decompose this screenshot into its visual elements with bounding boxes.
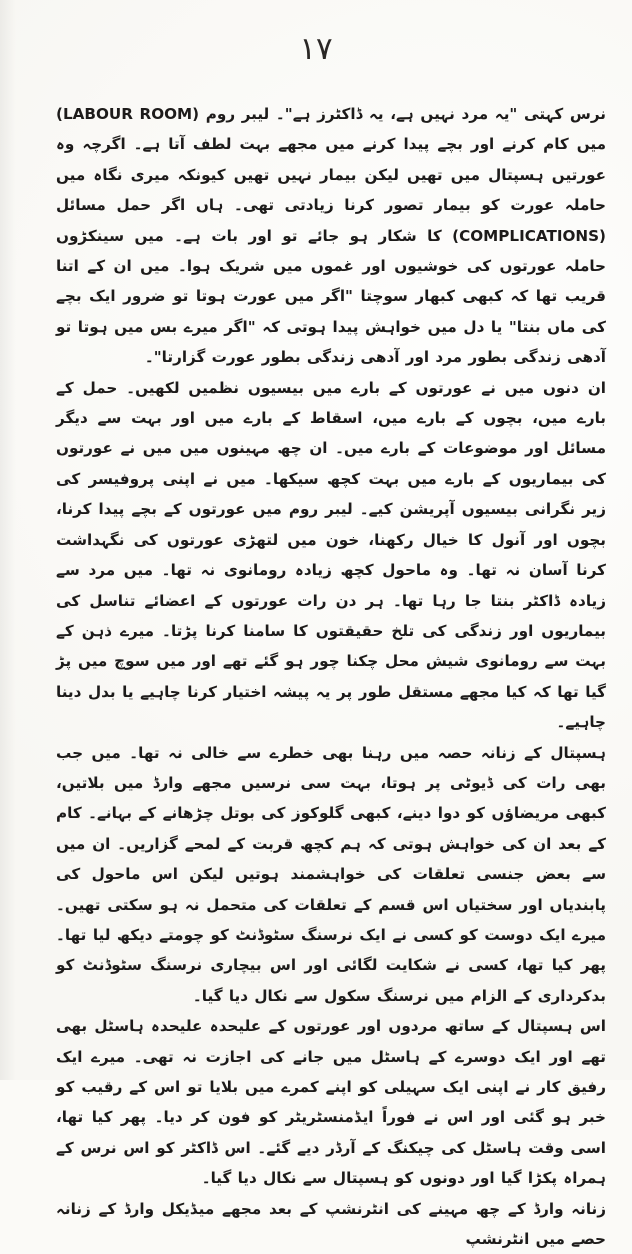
paragraph-2: ان دنوں میں نے عورتوں کے بارے میں بیسیوں نظمیں لکھیں۔ حمل کے بارے میں، بچوں کے بارے میں، اسقاط کے بارے میں اور بہت سے دیگر مسائل اور موضوعات کے بارے میں۔ ان چھ مہینوں میں میں نے عورتوں کی بیماریوں کے بارے میں بہت کچھ سیکھا۔ میں نے اپنی پروفیسر کی زیر نگرانی بیسیوں آپریشن کیے۔ لیبر روم میں عورتوں کے بچے پیدا کرنا، بچوں اور آنول کا خیال رکھنا، خون میں لتھڑی عورتوں کی نگہداشت کرنا آسان نہ تھا۔ وہ ماحول کچھ زیادہ رومانوی نہ تھا۔ میں مرد سے زیادہ ڈاکٹر بنتا جا رہا تھا۔ ہر دن رات عورتوں کے اعضائے تناسل کی بیماریوں اور زندگی کی تلخ حقیقتوں کا سامنا کرنا پڑتا۔ میرے ذہن کے بہت سے رومانوی شیش محل چکنا چور ہو گئے تھے اور میں سوچ میں پڑ گیا تھا کہ کیا مجھے مستقل طور پر یہ پیشہ اختیار کرنا چاہیے یا بدل دینا چاہیے۔: [56, 378, 606, 732]
paragraph-1: نرس کہتی "یہ مرد نہیں ہے، یہ ڈاکٹرز ہے"۔ لیبر روم (LABOUR ROOM) میں کام کرنے اور بچے پیدا کرنے میں مجھے بہت لطف آتا ہے۔ اگرچہ وہ عورتیں ہسپتال میں تھیں لیکن بیمار نہیں تھیں کیونکہ میری نگاہ میں حاملہ عورت کو بیمار تصور کرنا زیادتی تھی۔ ہاں اگر حمل مسائل (COMPLICATIONS) کا شکار ہو جائے تو اور بات ہے۔ میں سینکڑوں حاملہ عورتوں کی خوشیوں اور غموں میں شریک ہوا۔ میں ان کے اتنا قریب تھا کہ کبھی کبھار سوچتا "اگر میں عورت ہوتا تو ضرور ایک بچے کی ماں بنتا" یا دل میں خواہش پیدا ہوتی کہ "اگر میرے بس میں ہوتا تو آدھی زندگی بطور مرد اور آدھی زندگی بطور عورت گزارتا"۔: [56, 105, 606, 367]
page-number: ۱۷: [299, 31, 333, 67]
paragraph-4: اس ہسپتال کے ساتھ مردوں اور عورتوں کے علیحدہ علیحدہ ہاسٹل بھی تھے اور ایک دوسرے کے ہاسٹل میں جانے کی اجازت نہ تھی۔ میرے ایک رفیق کار نے اپنی ایک سہیلی کو اپنے کمرے میں بلایا تو اس کے رقیب کو خبر ہو گئی اور اس نے فوراً ایڈمنسٹریٹر کو فون کر دیا۔ پھر کیا تھا، اسی وقت ہاسٹل کی چیکنگ کے آرڈر دیے گئے۔ اس ڈاکٹر کو اس نرس کے ہمراہ پکڑا گیا اور دونوں کو ہسپتال سے نکال دیا گیا۔: [56, 1017, 606, 1188]
paragraph-5: زنانہ وارڈ کے چھ مہینے کی انٹرنشپ کے بعد مجھے میڈیکل وارڈ کے زنانہ حصے میں انٹرنشپ: [56, 1199, 606, 1249]
page-body: [56, 99, 606, 1249]
paragraph-3: ہسپتال کے زنانہ حصہ میں رہنا بھی خطرے سے خالی نہ تھا۔ میں جب بھی رات کی ڈیوٹی پر ہوتا، بہت سی نرسیں مجھے وارڈ میں بلاتیں، کبھی مریضاؤں کو دوا دینے، کبھی گلوکوز کی بوتل چڑھانے کے بہانے۔ کام کے بعد ان کی خواہش ہوتی کہ ہم کچھ قربت کے لمحے گزاریں۔ ان میں سے بعض جنسی تعلقات کی خواہشمند ہوتیں لیکن اس ماحول کی پابندیاں اور سختیاں اس قسم کے تعلقات کی متحمل نہ ہو سکتی تھیں۔ میرے ایک دوست کو کسی نے ایک نرسنگ سٹوڈنٹ کو چومتے دیکھ لیا تھا۔ پھر کیا تھا، کسی نے شکایت لگائی اور اس بیچاری نرسنگ سٹوڈنٹ کو بدکرداری کے الزام میں نرسنگ سکول سے نکال دیا گیا۔: [56, 743, 606, 1005]
